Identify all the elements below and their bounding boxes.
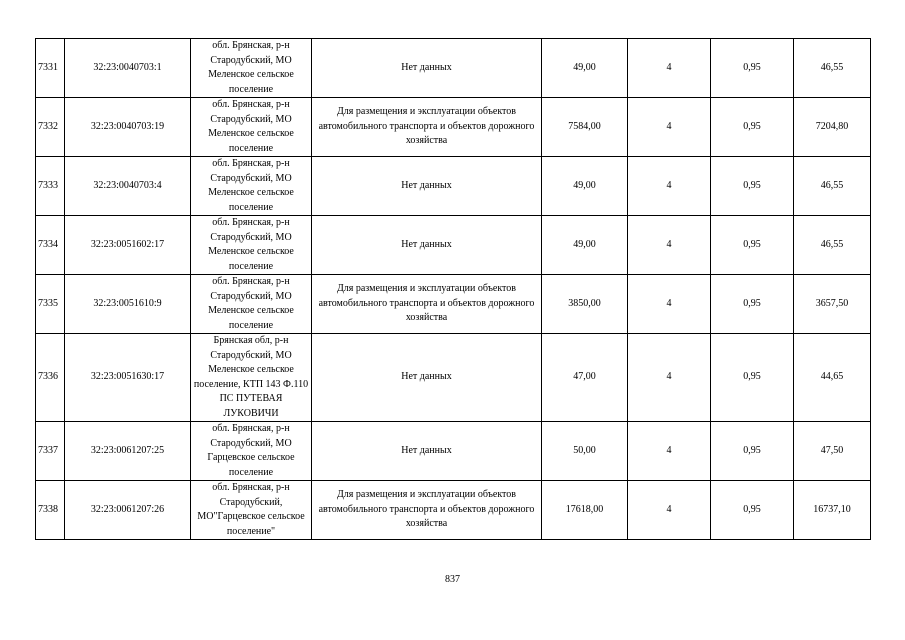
address-cell: обл. Брянская, р-н Стародубский, МО Меленское сельское поселение [191,39,312,98]
cadastral-value-cell: 7204,80 [794,98,871,157]
group-cell: 4 [628,422,711,481]
table-row [36,98,871,157]
cadastral-number: 32:23:0040703:19 [65,98,191,157]
address-cell: Брянская обл, р-н Стародубский, МО Меленское сельское поселение, КТП 143 Ф.110 ПС ПУТЕВАЯ ЛУКОВИЧИ [191,334,312,422]
area-cell: 49,00 [542,157,628,216]
table-row [36,275,871,334]
group-cell: 4 [628,98,711,157]
cadastral-value-table [35,38,871,540]
row-number: 7334 [36,216,65,275]
coefficient-cell: 0,95 [711,275,794,334]
row-number: 7331 [36,39,65,98]
coefficient-cell: 0,95 [711,481,794,540]
cadastral-number: 32:23:0051610:9 [65,275,191,334]
cadastral-number: 32:23:0040703:4 [65,157,191,216]
coefficient-cell: 0,95 [711,216,794,275]
area-cell: 17618,00 [542,481,628,540]
permitted-use-cell: Нет данных [312,216,542,275]
group-cell: 4 [628,216,711,275]
address-cell: обл. Брянская, р-н Стародубский, МО Гарцевское сельское поселение [191,422,312,481]
table-row [36,157,871,216]
permitted-use-cell: Нет данных [312,39,542,98]
table-body [36,39,871,540]
address-cell: обл. Брянская, р-н Стародубский, МО Меленское сельское поселение [191,275,312,334]
row-number: 7332 [36,98,65,157]
permitted-use-cell: Нет данных [312,157,542,216]
group-cell: 4 [628,334,711,422]
cadastral-value-cell: 44,65 [794,334,871,422]
permitted-use-cell: Для размещения и эксплуатации объектов автомобильного транспорта и объектов дорожного хозяйства [312,481,542,540]
coefficient-cell: 0,95 [711,39,794,98]
table-row [36,422,871,481]
group-cell: 4 [628,39,711,98]
area-cell: 7584,00 [542,98,628,157]
permitted-use-cell: Нет данных [312,422,542,481]
permitted-use-cell: Нет данных [312,334,542,422]
cadastral-value-cell: 3657,50 [794,275,871,334]
cadastral-value-cell: 46,55 [794,216,871,275]
cadastral-value-cell: 46,55 [794,39,871,98]
table-row [36,216,871,275]
table-row [36,39,871,98]
cadastral-number: 32:23:0061207:26 [65,481,191,540]
row-number: 7338 [36,481,65,540]
cadastral-value-cell: 46,55 [794,157,871,216]
cadastral-number: 32:23:0051630:17 [65,334,191,422]
address-cell: обл. Брянская, р-н Стародубский, МО Меленское сельское поселение [191,157,312,216]
address-cell: обл. Брянская, р-н Стародубский, МО Меленское сельское поселение [191,98,312,157]
area-cell: 3850,00 [542,275,628,334]
row-number: 7333 [36,157,65,216]
group-cell: 4 [628,157,711,216]
cadastral-number: 32:23:0051602:17 [65,216,191,275]
row-number: 7336 [36,334,65,422]
cadastral-number: 32:23:0061207:25 [65,422,191,481]
area-cell: 50,00 [542,422,628,481]
row-number: 7335 [36,275,65,334]
table-row [36,481,871,540]
table-row [36,334,871,422]
coefficient-cell: 0,95 [711,157,794,216]
group-cell: 4 [628,481,711,540]
group-cell: 4 [628,275,711,334]
permitted-use-cell: Для размещения и эксплуатации объектов автомобильного транспорта и объектов дорожного хозяйства [312,98,542,157]
row-number: 7337 [36,422,65,481]
coefficient-cell: 0,95 [711,98,794,157]
area-cell: 49,00 [542,216,628,275]
address-cell: обл. Брянская, р-н Стародубский, МО Меленское сельское поселение [191,216,312,275]
permitted-use-cell: Для размещения и эксплуатации объектов автомобильного транспорта и объектов дорожного хозяйства [312,275,542,334]
cadastral-number: 32:23:0040703:1 [65,39,191,98]
cadastral-value-cell: 47,50 [794,422,871,481]
page-number: 837 [445,574,460,585]
coefficient-cell: 0,95 [711,334,794,422]
area-cell: 49,00 [542,39,628,98]
address-cell: обл. Брянская, р-н Стародубский, МО"Гарцевское сельское поселение" [191,481,312,540]
area-cell: 47,00 [542,334,628,422]
coefficient-cell: 0,95 [711,422,794,481]
cadastral-value-cell: 16737,10 [794,481,871,540]
